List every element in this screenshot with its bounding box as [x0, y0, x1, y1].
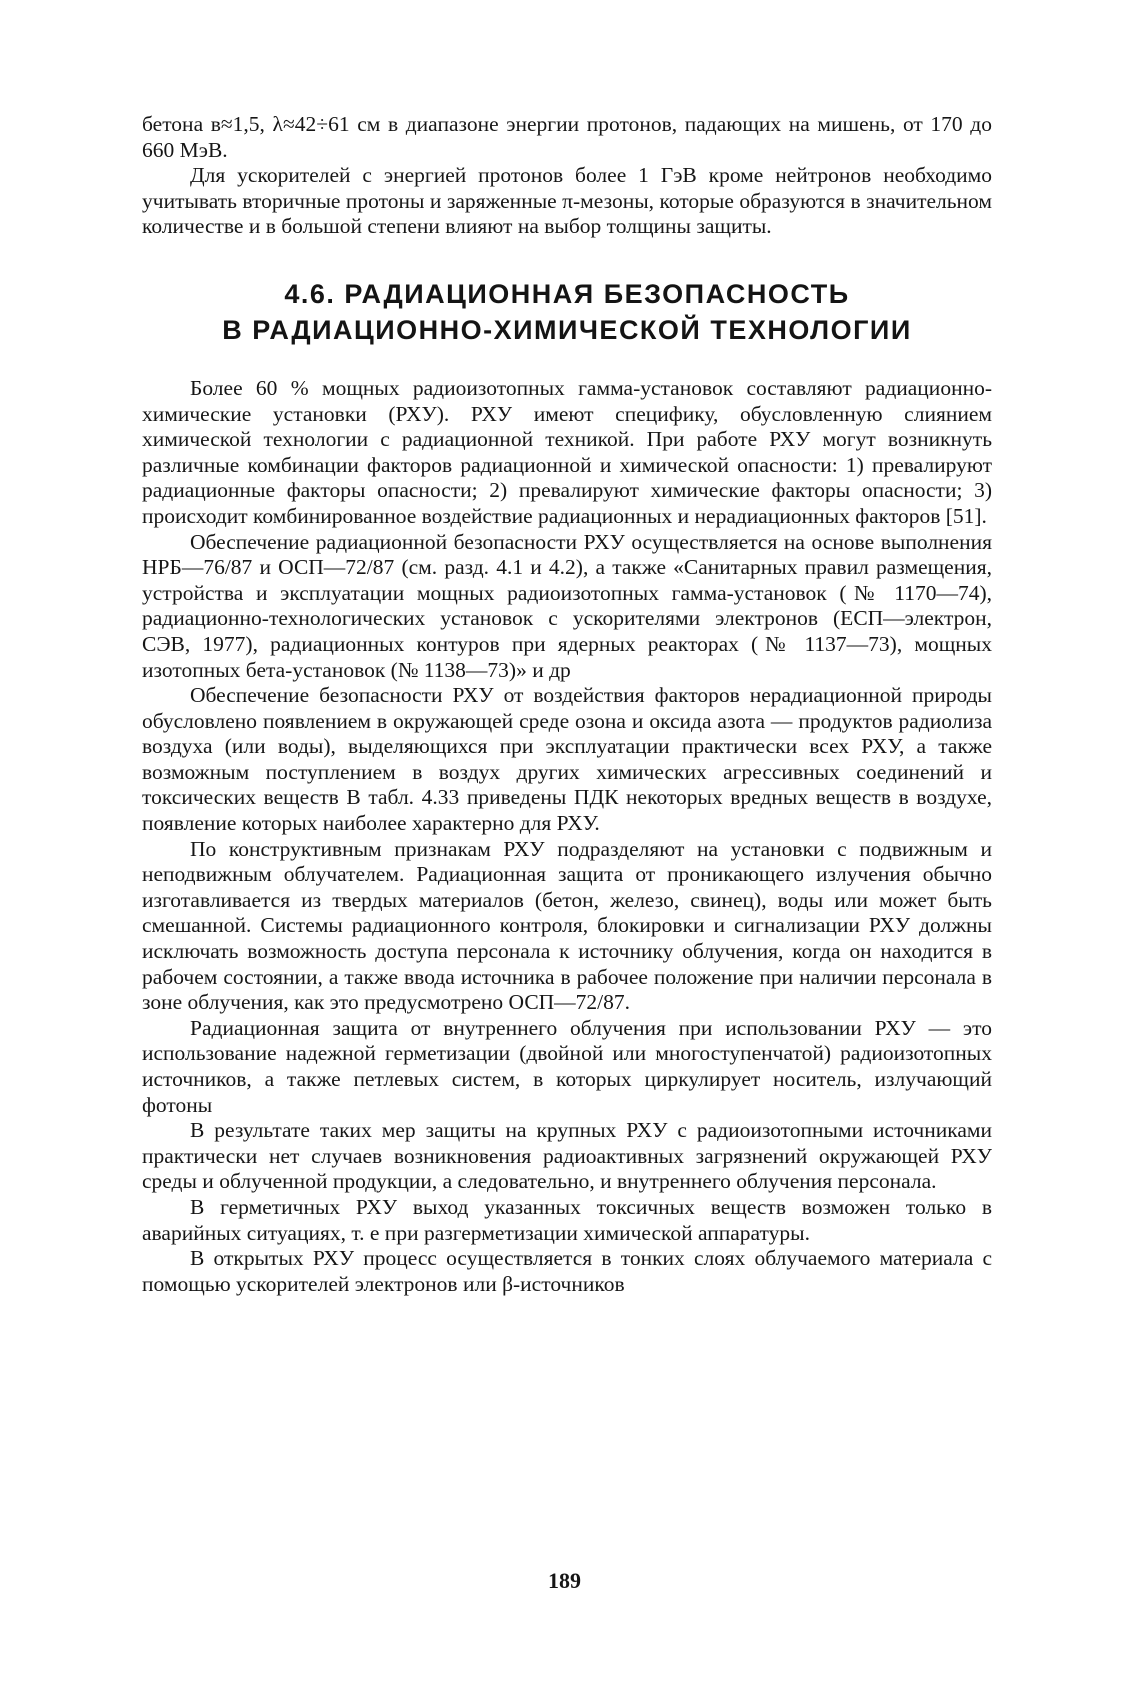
body-paragraph-2: Обеспечение радиационной безопасности РХУ осуществляется на основе выполнения НРБ—76/87 и ОСП—72/87 (см. разд. 4.1 и 4.2), а также «Санитарных правил размещения, устройства и эксплуатации мощных радиоизотопных гамма-установок (№ 1170—74), радиационно-технологических установок с ускорителями электронов (ЕСП—электрон, СЭВ, 1977), радиационных контуров при ядерных реакторах (№ 1137—73), мощных изотопных бета-установок (№ 1138—73)» и др [142, 529, 992, 682]
section-heading [142, 276, 992, 348]
body-paragraph-5: Радиационная защита от внутреннего облучения при использовании РХУ — это использование надежной герметизации (двойной или многоступенчатой) радиоизотопных источников, а также петлевых систем, в которых циркулирует носитель, излучающий фотоны [142, 1015, 992, 1117]
body-paragraph-4: По конструктивным признакам РХУ подразделяют на установки с подвижным и неподвижным облучателем. Радиационная защита от проникающего излучения обычно изготавливается из твердых материалов (бетон, железо, свинец), воды или может быть смешанной. Системы радиационного контроля, блокировки и сигнализации РХУ должны исключать возможность доступа персонала к источнику облучения, когда он находится в рабочем состоянии, а также ввода источника в рабочее положение при наличии персонала в зоне облучения, как это предусмотрено ОСП—72/87. [142, 836, 992, 1015]
intro-paragraph-1: бетона в≈1,5, λ≈42÷61 см в диапазоне энергии протонов, падающих на мишень, от 170 до 660 МэВ. [142, 112, 992, 162]
body-paragraph-7: В герметичных РХУ выход указанных токсичных веществ возможен только в аварийных ситуациях, т. е при разгерметизации химической аппаратуры. [142, 1194, 992, 1245]
section-heading-line-1: 4.6. РАДИАЦИОННАЯ БЕЗОПАСНОСТЬ [284, 278, 850, 309]
document-page [142, 112, 992, 1297]
page-number: 189 [548, 1568, 581, 1593]
body-paragraph-1: Более 60 % мощных радиоизотопных гамма-установок составляют радиационно-химические установки (РХУ). РХУ имеют специфику, обусловленную слиянием химической технологии с радиационной техникой. При работе РХУ могут возникнуть различные комбинации факторов радиационной и химической опасности: 1) превалируют радиационные факторы опасности; 2) превалируют химические факторы опасности; 3) происходит комбинированное воздействие радиационных и нерадиационных факторов [51]. [142, 375, 992, 528]
section-heading-line-2: В РАДИАЦИОННО-ХИМИЧЕСКОЙ ТЕХНОЛОГИИ [222, 314, 912, 345]
body-paragraph-8: В открытых РХУ процесс осуществляется в тонких слоях облучаемого материала с помощью ускорителей электронов или β-источников [142, 1246, 992, 1296]
body-paragraph-6: В результате таких мер защиты на крупных РХУ с радиоизотопными источниками практически нет случаев возникновения радиоактивных загрязнений окружающей РХУ среды и облученной продукции, а следовательно, и внутреннего облучения персонала. [142, 1118, 992, 1194]
body-paragraph-3: Обеспечение безопасности РХУ от воздействия факторов нерадиационной природы обусловлено появлением в окружающей среде озона и оксида азота — продуктов радиолиза воздуха (или воды), выделяющихся при эксплуатации практически всех РХУ, а также возможным поступлением в воздух других химических агрессивных соединений и токсических веществ В табл. 4.33 приведены ПДК некоторых вредных веществ в воздухе, появление которых наиболее характерно для РХУ. [142, 683, 992, 836]
intro-paragraph-2: Для ускорителей с энергией протонов более 1 ГэВ кроме нейтронов необходимо учитывать вторичные протоны и заряженные π-мезоны, которые образуются в значительном количестве и в большой степени влияют на выбор толщины защиты. [142, 163, 992, 239]
